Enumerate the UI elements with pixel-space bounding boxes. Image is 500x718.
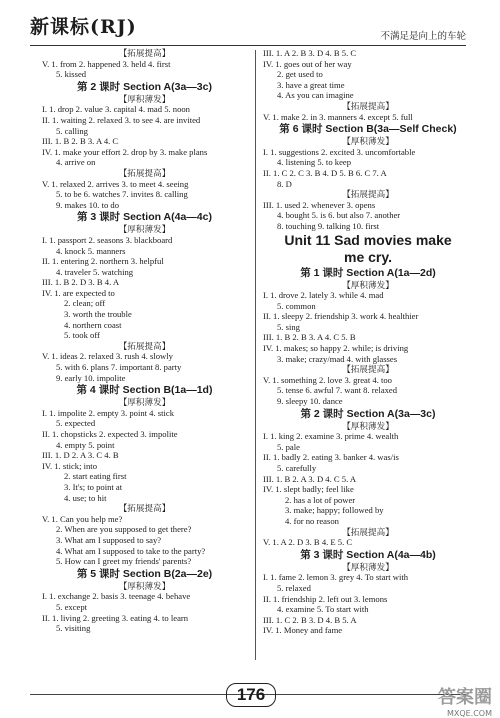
section-tag: 【 拓展提高 】	[263, 101, 473, 112]
answer-line: III. 1. B 2. A 3. D 4. C 5. A	[263, 473, 357, 484]
section-tag: 【 厚积薄发 】	[263, 136, 473, 147]
lesson-heading: 第 3 课时 Section A(4a—4b)	[300, 548, 436, 561]
lesson-heading: 第 2 课时 Section A(3a—3c)	[77, 80, 212, 93]
answer-line: 4. listening 5. to keep	[277, 157, 351, 168]
answer-line: III. 1. A 2. B 3. D 4. B 5. C	[263, 48, 357, 58]
section-tag: 【 拓展提高 】	[42, 341, 247, 352]
answer-line: III. 1. B 2. B 3. A 4. C	[42, 136, 119, 147]
answer-line: II. 1. waiting 2. relaxed 3. to see 4. are invited	[42, 114, 201, 125]
section-tag: 【 拓展提高 】	[263, 364, 473, 375]
answer-line: IV. 1. stick; into	[42, 460, 97, 471]
answer-line: 9. makes 10. to do	[56, 199, 120, 210]
section-tag: 【 拓展提高 】	[42, 48, 247, 59]
answer-line: 5. expected	[56, 418, 96, 429]
answer-line: 4. use; to hit	[64, 492, 107, 503]
answer-line: IV. 1. Money and fame	[263, 625, 343, 636]
answer-line: 2. has a lot of power	[285, 494, 356, 505]
answer-line: I. 1. fame 2. lemon 3. grey 4. To start with	[263, 572, 409, 583]
watermark-logo	[438, 683, 492, 718]
section-tag: 【 拓展提高 】	[263, 527, 473, 538]
unit-title: Unit 11 Sad movies make	[284, 231, 452, 248]
answer-line: 5. except	[56, 601, 88, 612]
page-header	[0, 0, 500, 44]
answer-line: 8. touching 9. talking 10. first	[277, 220, 380, 231]
watermark-site: MXQE.COM	[446, 709, 492, 718]
lesson-heading: 第 5 课时 Section B(2a—2e)	[76, 567, 213, 580]
answer-line: 3. make; crazy/mad 4. with glasses	[277, 353, 398, 364]
answer-line: 2. get used to	[277, 69, 323, 80]
answer-line: I. 1. exchange 2. basis 3. teenage 4. behave	[42, 591, 191, 602]
answer-line: 4. empty 5. point	[56, 439, 115, 450]
answer-line: III. 1. D 2. A 3. C 4. B	[42, 450, 119, 461]
watermark-main: 答案圈	[438, 687, 492, 708]
answer-line: V. 1. relaxed 2. arrives 3. to meet 4. seeing	[42, 178, 189, 189]
answer-line: 4. northern coast	[64, 319, 122, 330]
answer-line: V. 1. A 2. D 3. B 4. E 5. C	[263, 537, 353, 548]
answer-line: II. 1. sleepy 2. friendship 3. work 4. healthier	[263, 311, 419, 322]
answer-line: IV. 1. are expected to	[42, 287, 115, 298]
answer-line: 4. for no reason	[285, 515, 339, 526]
answer-line: 5. with 6. plans 7. important 8. party	[56, 362, 182, 373]
answer-line: 4. What am I supposed to take to the party?	[56, 545, 206, 556]
answer-line: 5. calling	[56, 125, 88, 136]
answer-line: 2. When are you supposed to get there?	[56, 524, 192, 535]
answer-line: 8. D	[277, 178, 292, 189]
lesson-heading: 第 1 课时 Section A(1a—2d)	[300, 266, 436, 279]
lesson-heading: 第 6 课时 Section B(3a—Self Check)	[279, 123, 457, 136]
answer-line: 4. knock 5. manners	[56, 245, 126, 256]
section-tag: 【 拓展提高 】	[263, 189, 473, 200]
answer-line: 5. relaxed	[277, 582, 311, 593]
section-tag: 【 厚积薄发 】	[42, 224, 247, 235]
answer-line: 2. start eating first	[64, 471, 127, 482]
answer-line: 4. arrive on	[56, 157, 96, 168]
answer-line: IV. 1. goes out of her way	[263, 58, 352, 69]
answer-line: V. 1. from 2. happened 3. held 4. first	[42, 58, 171, 69]
answer-line: II. 1. friendship 2. left out 3. lemons	[263, 593, 388, 604]
book-brand-title: 新课标(RJ)	[30, 16, 137, 38]
answer-line: 3. worth the trouble	[64, 309, 132, 320]
section-tag: 【 厚积薄发 】	[42, 397, 247, 408]
section-tag: 【 拓展提高 】	[42, 503, 247, 514]
section-tag: 【 拓展提高 】	[42, 168, 247, 179]
section-tag: 【 厚积薄发 】	[263, 280, 473, 291]
answer-line: II. 1. C 2. C 3. B 4. D 5. B 6. C 7. A	[263, 167, 387, 178]
answer-line: II. 1. badly 2. eating 3. banker 4. was/is	[263, 452, 399, 463]
answer-line: II. 1. chopsticks 2. expected 3. impolite	[42, 429, 178, 439]
lesson-heading: 第 3 课时 Section A(4a—4c)	[77, 211, 212, 224]
answer-line: II. 1. entering 2. northern 3. helpful	[42, 256, 164, 267]
page-number: 176	[226, 683, 276, 707]
answer-line: 5. tense 6. awful 7. want 8. relaxed	[277, 385, 398, 396]
answer-line: V. 1. something 2. love 3. great 4. too	[263, 374, 392, 385]
answer-line: 3. It's; to point at	[64, 481, 123, 492]
answer-line: I. 1. drop 2. value 3. capital 4. mad 5. noon	[42, 104, 190, 115]
answer-line: V. 1. Can you help me?	[42, 513, 123, 524]
section-tag: 【 厚积薄发 】	[42, 94, 247, 105]
section-tag: 【 厚积薄发 】	[263, 421, 473, 432]
answer-line: 5. carefully	[277, 463, 317, 473]
right-answer-column	[263, 48, 473, 636]
answer-line: III. 1. used 2. whenever 3. opens	[263, 199, 376, 210]
answer-line: IV. 1. makes; so happy 2. while; is driving	[263, 343, 409, 354]
answer-line: 3. make; happy; followed by	[285, 505, 384, 516]
answer-line: 5. sing	[277, 321, 300, 332]
section-tag: 【 厚积薄发 】	[42, 581, 247, 592]
answer-line: 5. pale	[277, 441, 300, 452]
answer-line: I. 1. king 2. examine 3. prime 4. wealth	[263, 431, 399, 442]
answer-line: 5. kissed	[56, 69, 87, 80]
answer-line: 9. early 10. impolite	[56, 372, 126, 383]
answer-line: 5. common	[277, 300, 316, 311]
answer-line: II. 1. living 2. greeting 3. eating 4. to learn	[42, 612, 189, 623]
left-answer-column	[42, 48, 247, 634]
answer-line: 5. took off	[64, 330, 100, 341]
lesson-heading: 第 2 课时 Section A(3a—3c)	[300, 407, 436, 420]
answer-line: I. 1. impolite 2. empty 3. point 4. stick	[42, 407, 174, 418]
answer-line: 4. As you can imagine	[277, 90, 354, 101]
header-slogan: 不满足是向上的车轮	[380, 31, 466, 42]
answer-line: 4. traveler 5. watching	[56, 266, 134, 277]
answer-line: 9. sleepy 10. dance	[277, 396, 343, 407]
header-rule	[30, 45, 466, 46]
answer-line: 5. visiting	[56, 623, 91, 634]
answer-line: 3. have a great time	[277, 79, 345, 90]
answer-line: III. 1. B 2. B 3. A 4. C 5. B	[263, 332, 356, 343]
answer-line: 2. clean; off	[64, 298, 106, 309]
answer-line: 3. What am I supposed to say?	[56, 534, 162, 545]
answer-line: IV. 1. slept badly; feel like	[263, 484, 354, 495]
section-tag: 【 厚积薄发 】	[263, 562, 473, 573]
lesson-heading: 第 4 课时 Section B(1a—1d)	[76, 384, 213, 397]
answer-line: IV. 1. make your effort 2. drop by 3. make plans	[42, 146, 208, 157]
answer-line: III. 1. B 2. D 3. B 4. A	[42, 277, 120, 288]
answer-line: 5. to be 6. watches 7. invites 8. calling	[56, 189, 188, 200]
answer-line: 5. How can I greet my friends' parents?	[56, 556, 192, 567]
answer-line: V. 1. make 2. in 3. manners 4. except 5. full	[263, 111, 413, 122]
answer-line: V. 1. ideas 2. relaxed 3. rush 4. slowly	[42, 351, 173, 362]
answer-line: 4. bought 5. is 6. but also 7. another	[277, 210, 401, 221]
unit-title: me cry.	[344, 248, 392, 265]
answer-line: I. 1. suggestions 2. excited 3. uncomfortable	[263, 146, 416, 157]
answer-line: III. 1. C 2. B 3. D 4. B 5. A	[263, 614, 357, 625]
answer-line: 4. examine 5. To start with	[277, 604, 369, 615]
answer-line: I. 1. passport 2. seasons 3. blackboard	[42, 234, 173, 245]
answer-line: I. 1. drove 2. lately 3. while 4. mad	[263, 290, 384, 301]
column-divider	[255, 50, 256, 660]
